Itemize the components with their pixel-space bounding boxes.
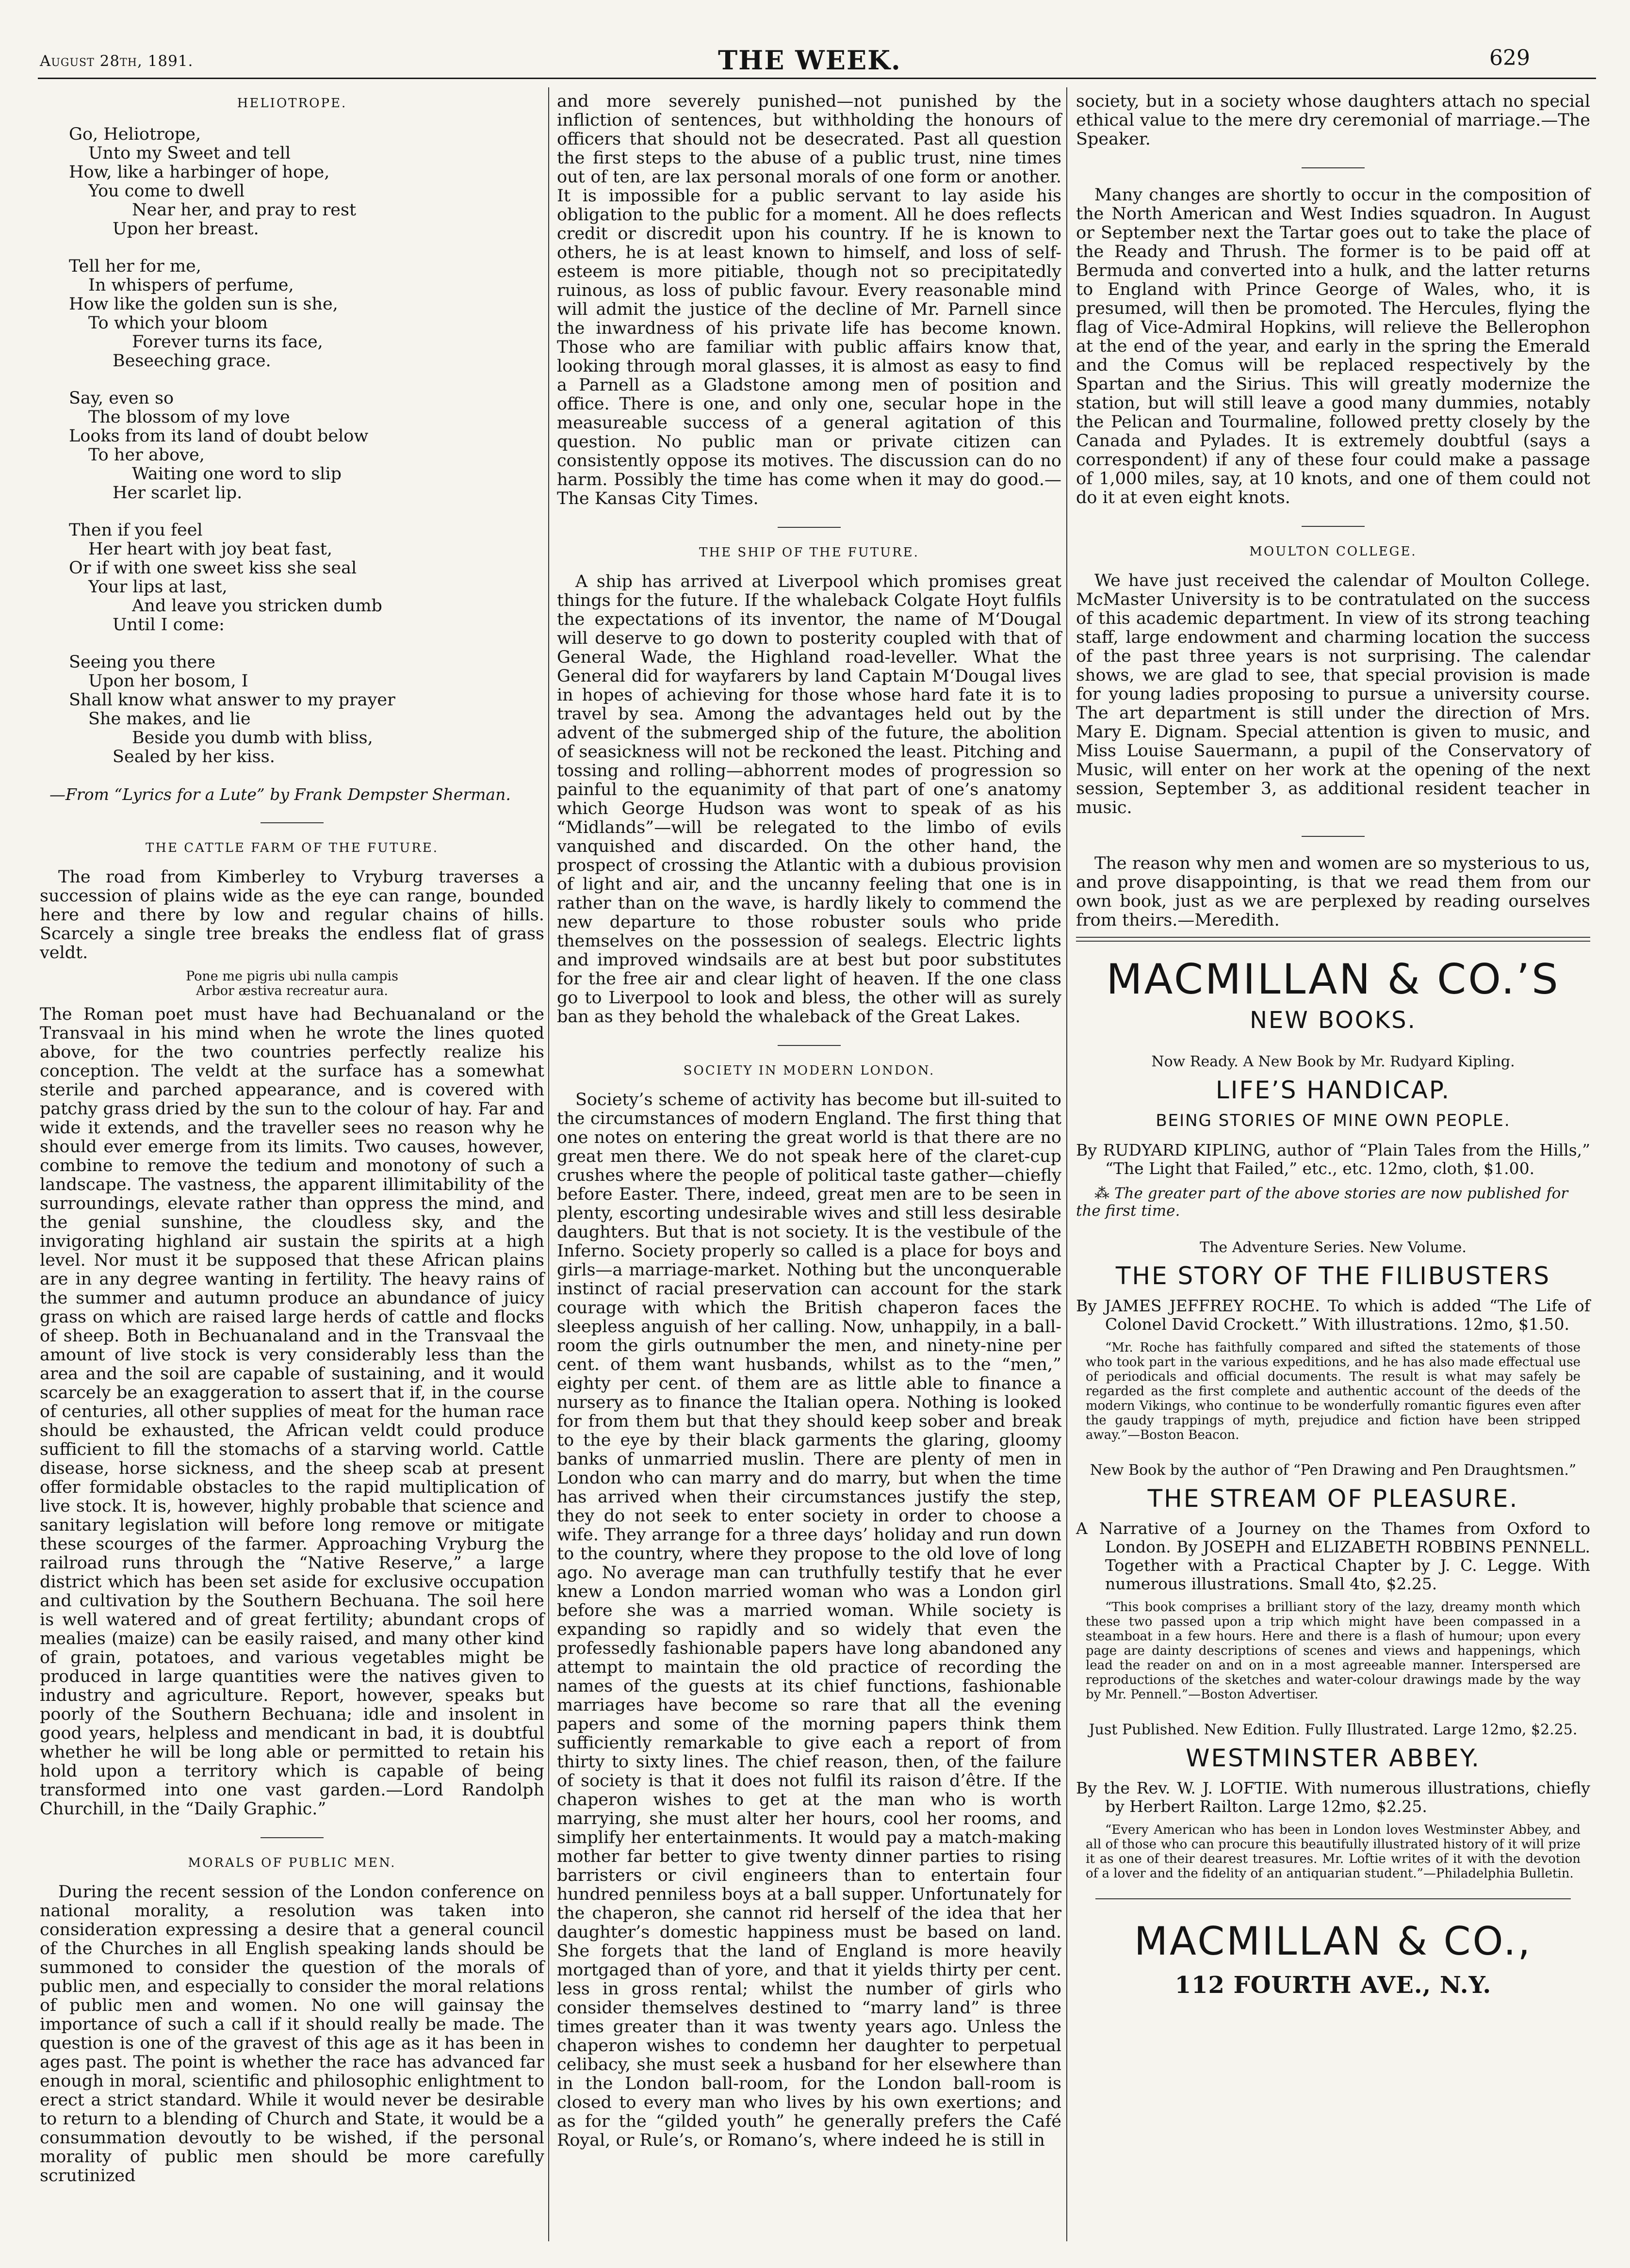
poem-stanza: [69, 521, 544, 635]
advert-subtitle: NEW BOOKS.: [1250, 1007, 1417, 1034]
poem-line: Her scarlet lip.: [113, 483, 243, 503]
morals-paragraph: and more severely punished—not punished by the infliction of sentences, but withholding the honours of officers that should not be desecrated. Past all question the first steps to the abuse of a public trust, nine times out of ten, are lax personal morals of one form or another. It is impossible for a public servant to lay aside his obligation to the public for a moment. All he does reflects credit or discredit upon his country. If he is known to others, he is at least known to himself, and loss of self-esteem is more pitiable, though not so precipitatedly ruinous, as loss of public favour. Every reasonable mind will admit the justice of the decline of Mr. Parnell since the inwardness of his private life has become known. Those who are familiar with public affairs know that, looking through moral glasses, it is almost as easy to find a Parnell as a Gladstone among men of position and office. There is one, and only one, secular hope in the measureable success of a general agitation of this question. No public man or private citizen can consistently oppose its motives. The discussion can do no harm. Possibly the time has come when it may do good.—The Kansas City Times.: [557, 92, 1061, 508]
page-number: 629: [1489, 46, 1530, 70]
poem-stanza: [69, 125, 544, 239]
morals-paragraph: During the recent session of the London conference on national morality, a resolution was taken into consideration expressing a desire that a general council of the Churches in all English speaking lands should be summoned to consider the question of the morals of public men, and especially to consider the moral relations of public men and women. No one will gainsay the importance of such a call if it should really be made. The question is one of the gravest of this age as it has been in ages past. The point is whether the race has advanced far enough in moral, scientific and philosophic enlightment to erect a strict standard. While it would never be desirable to return to a blending of Church and State, it would be a consummation devoutly to be wished, if the personal morality of public men should be more carefully scrutinized: [40, 1882, 544, 2186]
section-rule: [1302, 526, 1365, 527]
section-rule: [1302, 836, 1365, 837]
poem-title: HELIOTROPE.: [237, 96, 347, 111]
section-rule: [261, 822, 324, 823]
poem-body: [69, 125, 544, 767]
poem-line: The blossom of my love: [88, 408, 290, 427]
poem-line: Her heart with joy beat fast,: [88, 539, 332, 559]
poem-stanza: [69, 653, 544, 767]
cattle-paragraph: The road from Kimberley to Vryburg traverses a succession of plains wide as the eye can range, bounded here and there by low and regular chains of hills. Scarcely a single tree breaks the endless flat of grass veldt.: [40, 867, 544, 963]
masthead-title: THE WEEK.: [718, 45, 901, 76]
section-rule: [261, 1837, 324, 1838]
header-rule: [38, 78, 1596, 79]
poem-line: She makes, and lie: [88, 709, 251, 729]
poem-stanza: [69, 389, 544, 503]
poem-line: Near her, and pray to rest: [132, 200, 357, 220]
column-left: [40, 92, 544, 2192]
society-paragraph: society, but in a society whose daughters attach no special ethical value to the mere dry ceremonial of marriage.—The Speaker.: [1076, 92, 1590, 149]
ship-title: THE SHIP OF THE FUTURE.: [699, 545, 919, 560]
advert-brand: MACMILLAN & CO.’S: [1106, 955, 1560, 1004]
book-byline: A Narrative of a Journey on the Thames from Oxford to London. By JOSEPH and ELIZABETH ROBBINS PENNELL. Together with a Practical Chapter by J. C. Legge. With numerous illustrations. Small 4to, $2.25.: [1076, 1519, 1590, 1593]
poem-line: Seeing you there: [69, 653, 215, 672]
poem-line: Tell her for me,: [69, 257, 201, 276]
cattle-title: THE CATTLE FARM OF THE FUTURE.: [145, 841, 439, 855]
latin-quote: [40, 969, 544, 998]
book-italic-note: ⁂ The greater part of the above stories are now published for the first time.: [1076, 1185, 1568, 1220]
book-byline: By the Rev. W. J. LOFTIE. With numerous illustrations, chiefly by Herbert Railton. Large 12mo, $2.25.: [1076, 1779, 1590, 1816]
poem-line: To which your bloom: [88, 313, 268, 333]
advert-rule: [1095, 1898, 1571, 1899]
poem-line: Then if you feel: [69, 521, 203, 540]
poem-line: And leave you stricken dumb: [132, 596, 382, 616]
book-title-filibusters: THE STORY OF THE FILIBUSTERS: [1115, 1262, 1551, 1290]
advert-note: New Book by the author of “Pen Drawing and Pen Draughtsmen.”: [1090, 1462, 1577, 1479]
ship-paragraph: A ship has arrived at Liverpool which promises great things for the future. If the whaleback Colgate Hoyt fulfils the expectations of its inventor, the name of M‘Dougal will deserve to go down to posterity coupled with that of General Wade, the Highland road-leveller. What the General did for wayfarers by land Captain M‘Dougal lives in hopes of achieving for those whose hard fate it is to travel by sea. Among the advantages held out by the advent of the submerged ship of the future, the abolition of seasickness will not be reckoned the least. Pitching and tossing and rolling—abhorrent modes of progression so painful to the equanimity of that part of one’s anatomy which George Hudson was wont to speak of as his “Midlands”—will be relegated to the limbo of evils vanquished and discarded. On the other hand, the prospect of crossing the Atlantic with a dubious provision of light and air, and the uncanny feeling that one is in rather than on the wave, is hardly likely to commend the new departure to those robuster souls who pride themselves on the possession of sealegs. Electric lights and improved windsails are at best but poor substitutes for the free air and clear light of heaven. If the one class go to Liverpool to look and bless, the other will as surely ban as they behold the whaleback of the Great Lakes.: [557, 572, 1061, 1027]
poem-line: Forever turns its face,: [132, 332, 323, 352]
moulton-paragraph: We have just received the calendar of Moulton College. McMaster University is to be contratulated on the success of this academic department. In view of its strong teaching staff, large endowment and charming location the success of the past three years is not surprising. The calendar shows, we are glad to see, that special provision is made for young ladies proposing to pursue a university course. The art department is still under the direction of Mrs. Mary E. Dignam. Special attention is given to music, and Miss Louise Sauermann, a pupil of the Conservatory of Music, will enter on her work at the opening of the next session, September 3, as additional resident teacher in music.: [1076, 571, 1590, 817]
section-rule: [1302, 167, 1365, 168]
advert-address: 112 FOURTH AVE., N.Y.: [1174, 1972, 1492, 1999]
book-review-quote: “Every American who has been in London loves Westminster Abbey, and all of those who can procure this beautifully illustrated history of it will prize it as one of their dearest treasures. Mr. Loftie writes of it with the devotion of a lover and the fidelity of an antiquarian student.”—Philadelphia Bulletin.: [1086, 1823, 1581, 1881]
moulton-title: MOULTON COLLEGE.: [1249, 544, 1417, 559]
book-byline: By RUDYARD KIPLING, author of “Plain Tales from the Hills,” “The Light that Failed,” etc., etc. 12mo, cloth, $1.00.: [1076, 1141, 1590, 1178]
book-title-stream-of-pleasure: THE STREAM OF PLEASURE.: [1147, 1485, 1519, 1513]
poem-line: Unto my Sweet and tell: [88, 144, 291, 163]
poem-line: Upon her bosom, I: [88, 671, 248, 691]
advert-note: Now Ready. A New Book by Mr. Rudyard Kipling.: [1151, 1053, 1515, 1070]
poem-stanza: [69, 257, 544, 371]
column-divider: [548, 87, 549, 2241]
poem-line: Looks from its land of doubt below: [69, 426, 369, 446]
poem-line: Your lips at last,: [88, 577, 228, 597]
society-paragraph: Society’s scheme of activity has become but ill-suited to the circumstances of modern England. The first thing that one notes on entering the great world is that there are no great men there. We do not speak here of the claret-cup crushes where the people of political taste gather—chiefly before Easter. There, indeed, great men are to be seen in plenty, escorting undesirable wives and still less desirable daughters. But that is not society. It is the vestibule of the Inferno. Society properly so called is a place for boys and girls—a marriage-market. Nothing but the unconquerable instinct of racial preservation can account for the stark courage with which the British chaperon faces the sleepless anguish of her calling. Now, unhappily, in a ball-room the girls outnumber the men, and ninety-nine per cent. of them want husbands, whilst as to the “men,” eighty per cent. of them are as little able to finance a nursery as to finance the Italian opera. Nothing is looked for from them but that they should keep sober and break to the eye by their black garments the glaring, gloomy banks of unmarried muslin. There are plenty of men in London who can marry and do marry, but when the time has arrived when their circumstances justify the step, they do not seek to enter society in order to choose a wife. They arrange for a three days’ holiday and run down to the country, where they propose to the old love of long ago. No average man can truthfully testify that he ever knew a London married woman who was a London girl before she was a married woman. While society is expanding so rapidly and so widely that even the professedly fashionable papers have long abandoned any attempt to maintain the old practice of recording the names of the guests at its chief functions, fashionable marriages have become so rare that all the evening papers and some of the morning papers think them sufficiently remarkable to give each a report of from thirty to sixty lines. The chief reason, then, of the failure of society is that it does not fulfil its raison d’être. If the chaperon wishes to get at the man who is worth marrying, she must alter her hours, cool her rooms, and simplify her entertainments. It would pay a match-making mother far better to give twenty dinner parties to rising barristers or civil engineers than to entertain four hundred penniless boys at a ball supper. Unfortunately for the chaperon, she cannot rid herself of the idea that her daughter’s domestic happiness must be based on land. She forgets that the land of England is more heavily mortgaged than of yore, and that it yields thirty per cent. less in gross rental; whilst the number of girls who consider themselves destined to “marry land” is three times greater than it was twenty years ago. Unless the chaperon wishes to condemn her daughter to perpetual celibacy, she must seek a husband for her elsewhere than in the London ball-room, for the London ball-room is closed to every man who lives by his own exertions; and as for the “gilded youth” he generally prefers the Café Royal, or Rule’s, or Romano’s, where indeed he is still in: [557, 1090, 1061, 2150]
section-rule: [778, 527, 841, 528]
poem-line: To her above,: [88, 445, 205, 465]
latin-line: Pone me pigris ubi nulla campis: [186, 969, 398, 984]
book-title-lifes-handicap: LIFE’S HANDICAP.: [1215, 1076, 1451, 1104]
section-rule: [778, 1045, 841, 1046]
society-title: SOCIETY IN MODERN LONDON.: [683, 1063, 935, 1078]
advert-publisher: MACMILLAN & CO.,: [1134, 1919, 1532, 1964]
poem-line: Go, Heliotrope,: [69, 125, 201, 144]
squadron-paragraph: Many changes are shortly to occur in the composition of the North American and West Indies squadron. In August or September next the Tartar goes out to take the place of the Ready and Thrush. The former is to be paid off at Bermuda and converted into a hulk, and the latter returns to England with Prince George of Wales, who, it is presumed, will then be promoted. The Hercules, flying the flag of Vice-Admiral Hopkins, will relieve the Bellerophon at the end of the year, and early in the spring the Emerald and the Comus will be replaced respectively by the Spartan and the Sirius. This will greatly modernize the station, but will still leave a good many dummies, notably the Pelican and Tourmaline, followed pretty closely by the Canada and Pylades. It is extremely doubtful (says a correspondent) if any of these four could make a passage of 1,000 miles, say, at 10 knots, and one of them could not do it at even eight knots.: [1076, 185, 1590, 507]
advert-note: Just Published. New Edition. Fully Illustrated. Large 12mo, $2.25.: [1089, 1721, 1578, 1738]
book-title-westminster-abbey: WESTMINSTER ABBEY.: [1186, 1744, 1481, 1772]
poem-line: Shall know what answer to my prayer: [69, 690, 395, 710]
advert-top-rule: [1076, 937, 1590, 942]
cattle-paragraph: The Roman poet must have had Bechuanaland or the Transvaal in his mind when he wrote the lines quoted above, for the two countries perfectly realize his conception. The veldt at the surface has a somewhat sterile and parched appearance, and is covered with patchy grass dried by the sun to the colour of hay. Far and wide it extends, and the traveller sees no reason why he should ever emerge from its limits. Two causes, however, combine to remove the tedium and monotony of such a landscape. The vastness, the apparent illimitability of the surroundings, elevate rather than oppress the mind, and the genial sunshine, the cloudless sky, and the invigorating highland air sustain the spirits at a high level. Nor must it be supposed that these African plains are in any degree wanting in fertility. The heavy rains of the summer and autumn produce an abundance of juicy grass on which are raised large herds of cattle and flocks of sheep. Both in Bechuanaland and in the Transvaal the amount of live stock is very considerably less than the area and the soil are capable of sustaining, and it would scarcely be an exaggeration to assert that if, in the course of centuries, all other supplies of meat for the human race should be exhausted, the African veldt could produce sufficient to fill the stomachs of a starving world. Cattle disease, horse sickness, and the sheep scab at present offer formidable obstacles to the rapid multiplication of live stock. It is, however, highly probable that science and sanitary legislation will before long remove or mitigate these scourges of the farmer. Approaching Vryburg the railroad runs through the “Native Reserve,” a large district which has been set aside for exclusive occupation and cultivation by the Southern Bechuana. The soil here is well watered and of great fertility; abundant crops of mealies (maize) can be easily raised, and many other kind of grain, potatoes, and various vegetables might be produced in large quantities were the natives given to industry and agriculture. Report, however, speaks but poorly of the Southern Bechuana; idle and insolent in good years, helpless and mendicant in bad, it is doubtful whether he will be long able or permitted to retain his hold upon a territory which is capable of being transformed into one vast garden.—Lord Randolph Churchill, in the “Daily Graphic.”: [40, 1005, 544, 1819]
poem-line: How, like a harbinger of hope,: [69, 163, 330, 182]
poem-line: Beseeching grace.: [113, 351, 271, 371]
poem-line: Upon her breast.: [113, 219, 259, 239]
poem-line: You come to dwell: [88, 181, 245, 201]
poem-attribution: —From “Lyrics for a Lute” by Frank Dempster Sherman.: [49, 785, 511, 804]
poem-line: How like the golden sun is she,: [69, 294, 338, 314]
poem-line: Or if with one sweet kiss she seal: [69, 558, 357, 578]
poem-line: Beside you dumb with bliss,: [132, 728, 373, 748]
column-divider: [1066, 87, 1067, 2241]
book-review-quote: “Mr. Roche has faithfully compared and sifted the statements of those who took part in the various expeditions, and he has also made effectual use of periodicals and official documents. The result is what may safely be regarded as the first complete and authentic account of the deeds of the modern Vikings, who continue to be wonderfully romantic figures even after the gaudy trappings of myth, prejudice and fiction have been stripped away.”—Boston Beacon.: [1086, 1340, 1581, 1442]
book-subtitle: BEING STORIES OF MINE OWN PEOPLE.: [1156, 1111, 1511, 1130]
poem-line: Say, even so: [69, 389, 174, 408]
book-byline: By JAMES JEFFREY ROCHE. To which is added “The Life of Colonel David Crockett.” With illustrations. 12mo, $1.50.: [1076, 1296, 1590, 1334]
issue-date: August 28th, 1891.: [40, 52, 194, 70]
poem-line: Sealed by her kiss.: [113, 747, 275, 767]
poem-line: In whispers of perfume,: [88, 276, 294, 295]
advert-note: The Adventure Series. New Volume.: [1200, 1239, 1467, 1256]
book-review-quote: “This book comprises a brilliant story of the lazy, dreamy month which these two passed upon a trip which might have been compassed in a steamboat in a few hours. Here and there is a flash of humour; upon every page are dainty descriptions of scenes and views and happenings, which lead the reader on and on in a most agreeable manner. Interspersed are reproductions of the sketches and water-colour drawings made by the way by Mr. Pennell.”—Boston Advertiser.: [1086, 1600, 1581, 1702]
latin-line: Arbor æstiva recreatur aura.: [196, 983, 388, 998]
morals-title: MORALS OF PUBLIC MEN.: [188, 1856, 396, 1870]
poem-line: Waiting one word to slip: [132, 464, 342, 484]
meredith-paragraph: The reason why men and women are so mysterious to us, and prove disappointing, is that we read them from our own book, just as we are perplexed by reading ourselves from theirs.—Meredith.: [1076, 854, 1590, 930]
column-right: [1076, 92, 1590, 1999]
column-middle: [557, 92, 1061, 2157]
poem-line: Until I come:: [113, 615, 225, 635]
